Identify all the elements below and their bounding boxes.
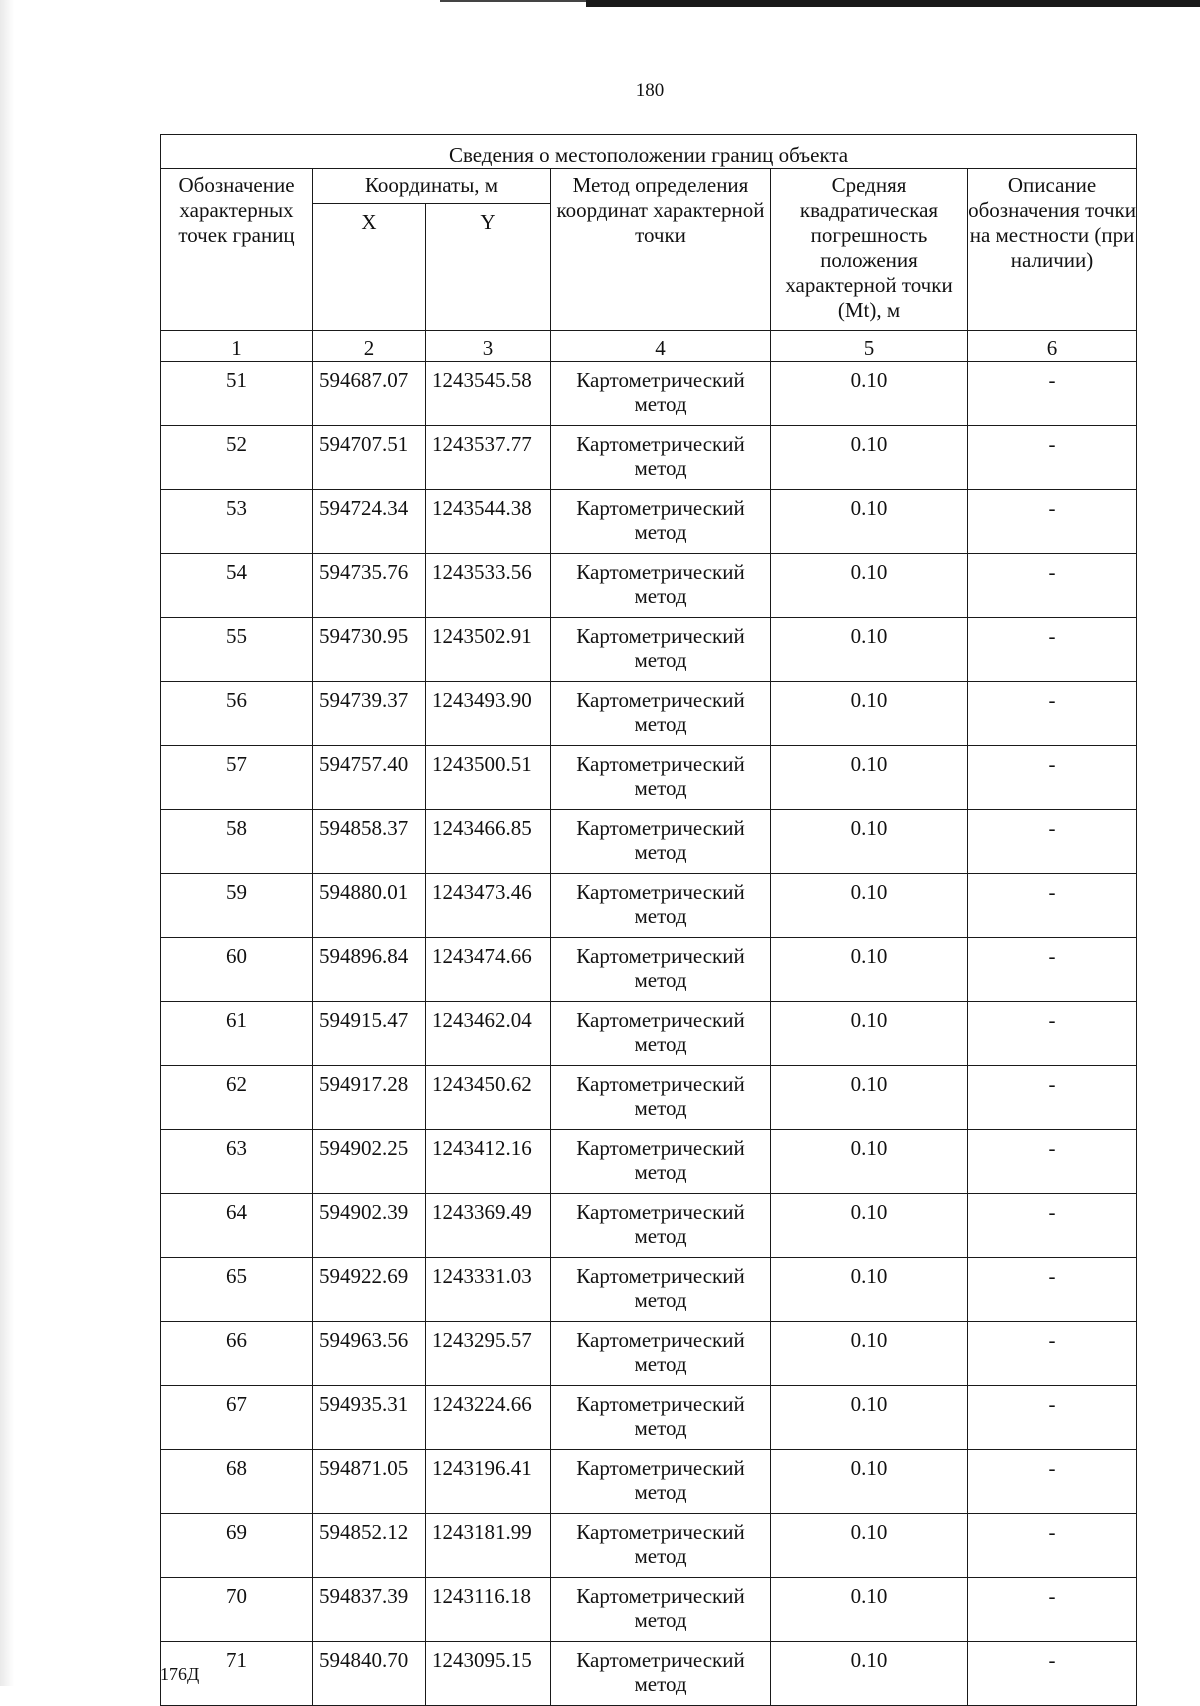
y-coordinate-cell: 1243412.16	[426, 1130, 551, 1194]
x-coordinate-cell: 594922.69	[313, 1258, 426, 1322]
method-cell: Картометрический метод	[551, 1194, 771, 1258]
header-description: Описание обозначения точки на местности (при наличии)	[968, 169, 1137, 331]
description-cell: -	[968, 1002, 1137, 1066]
table-row	[161, 362, 1137, 426]
table-row	[161, 426, 1137, 490]
point-cell: 59	[161, 874, 313, 938]
y-coordinate-cell: 1243493.90	[426, 682, 551, 746]
description-cell: -	[968, 1066, 1137, 1130]
x-coordinate-cell: 594963.56	[313, 1322, 426, 1386]
method-cell: Картометрический метод	[551, 490, 771, 554]
point-cell: 66	[161, 1322, 313, 1386]
header-method: Метод определения координат характерной точки	[551, 169, 771, 331]
y-coordinate-cell: 1243181.99	[426, 1514, 551, 1578]
accuracy-cell: 0.10	[771, 1642, 968, 1706]
description-cell: -	[968, 1322, 1137, 1386]
accuracy-cell: 0.10	[771, 554, 968, 618]
x-coordinate-cell: 594757.40	[313, 746, 426, 810]
accuracy-cell: 0.10	[771, 618, 968, 682]
column-number: 5	[771, 331, 968, 362]
y-coordinate-cell: 1243116.18	[426, 1578, 551, 1642]
table-row	[161, 1002, 1137, 1066]
point-cell: 67	[161, 1386, 313, 1450]
table-row	[161, 874, 1137, 938]
column-number: 1	[161, 331, 313, 362]
x-coordinate-cell: 594837.39	[313, 1578, 426, 1642]
method-cell: Картометрический метод	[551, 1386, 771, 1450]
scan-edge	[0, 0, 14, 1686]
footer-code: 176Д	[160, 1664, 200, 1684]
description-cell: -	[968, 1194, 1137, 1258]
page-number: 180	[635, 80, 665, 101]
point-cell: 52	[161, 426, 313, 490]
x-coordinate-cell: 594724.34	[313, 490, 426, 554]
y-coordinate-cell: 1243369.49	[426, 1194, 551, 1258]
description-cell: -	[968, 874, 1137, 938]
description-cell: -	[968, 554, 1137, 618]
point-cell: 54	[161, 554, 313, 618]
method-cell: Картометрический метод	[551, 1514, 771, 1578]
column-number: 2	[313, 331, 426, 362]
x-coordinate-cell: 594871.05	[313, 1450, 426, 1514]
y-coordinate-cell: 1243474.66	[426, 938, 551, 1002]
accuracy-cell: 0.10	[771, 938, 968, 1002]
x-coordinate-cell: 594935.31	[313, 1386, 426, 1450]
accuracy-cell: 0.10	[771, 490, 968, 554]
table-row	[161, 1066, 1137, 1130]
point-cell: 63	[161, 1130, 313, 1194]
accuracy-cell: 0.10	[771, 1002, 968, 1066]
point-cell: 60	[161, 938, 313, 1002]
point-cell: 62	[161, 1066, 313, 1130]
accuracy-cell: 0.10	[771, 1322, 968, 1386]
accuracy-cell: 0.10	[771, 362, 968, 426]
table-row	[161, 1578, 1137, 1642]
y-coordinate-cell: 1243095.15	[426, 1642, 551, 1706]
method-cell: Картометрический метод	[551, 874, 771, 938]
accuracy-cell: 0.10	[771, 1130, 968, 1194]
description-cell: -	[968, 362, 1137, 426]
point-cell: 58	[161, 810, 313, 874]
table-row	[161, 682, 1137, 746]
table-row	[161, 1514, 1137, 1578]
point-cell: 55	[161, 618, 313, 682]
point-cell: 69	[161, 1514, 313, 1578]
description-cell: -	[968, 426, 1137, 490]
description-cell: -	[968, 490, 1137, 554]
method-cell: Картометрический метод	[551, 618, 771, 682]
x-coordinate-cell: 594739.37	[313, 682, 426, 746]
table-row	[161, 554, 1137, 618]
table-row	[161, 1450, 1137, 1514]
table-title: Сведения о местоположении границ объекта	[161, 135, 1137, 169]
y-coordinate-cell: 1243462.04	[426, 1002, 551, 1066]
table-body	[161, 362, 1137, 1706]
table-row	[161, 746, 1137, 810]
accuracy-cell: 0.10	[771, 810, 968, 874]
y-coordinate-cell: 1243224.66	[426, 1386, 551, 1450]
accuracy-cell: 0.10	[771, 1386, 968, 1450]
description-cell: -	[968, 1514, 1137, 1578]
y-coordinate-cell: 1243533.56	[426, 554, 551, 618]
point-cell: 70	[161, 1578, 313, 1642]
x-coordinate-cell: 594687.07	[313, 362, 426, 426]
x-coordinate-cell: 594917.28	[313, 1066, 426, 1130]
table-row	[161, 1642, 1137, 1706]
table-row	[161, 618, 1137, 682]
header-x: X	[313, 204, 426, 331]
description-cell: -	[968, 1258, 1137, 1322]
accuracy-cell: 0.10	[771, 682, 968, 746]
description-cell: -	[968, 1578, 1137, 1642]
method-cell: Картометрический метод	[551, 1066, 771, 1130]
point-cell: 61	[161, 1002, 313, 1066]
y-coordinate-cell: 1243295.57	[426, 1322, 551, 1386]
point-cell: 53	[161, 490, 313, 554]
y-coordinate-cell: 1243545.58	[426, 362, 551, 426]
description-cell: -	[968, 618, 1137, 682]
table-row	[161, 1130, 1137, 1194]
point-cell: 51	[161, 362, 313, 426]
accuracy-cell: 0.10	[771, 1258, 968, 1322]
method-cell: Картометрический метод	[551, 1450, 771, 1514]
x-coordinate-cell: 594707.51	[313, 426, 426, 490]
x-coordinate-cell: 594902.39	[313, 1194, 426, 1258]
scan-artifact-bar	[586, 0, 1200, 7]
y-coordinate-cell: 1243537.77	[426, 426, 551, 490]
x-coordinate-cell: 594915.47	[313, 1002, 426, 1066]
column-number: 3	[426, 331, 551, 362]
y-coordinate-cell: 1243500.51	[426, 746, 551, 810]
point-cell: 68	[161, 1450, 313, 1514]
description-cell: -	[968, 810, 1137, 874]
accuracy-cell: 0.10	[771, 1194, 968, 1258]
accuracy-cell: 0.10	[771, 746, 968, 810]
description-cell: -	[968, 1130, 1137, 1194]
y-coordinate-cell: 1243502.91	[426, 618, 551, 682]
x-coordinate-cell: 594735.76	[313, 554, 426, 618]
x-coordinate-cell: 594730.95	[313, 618, 426, 682]
column-number-row	[161, 331, 1137, 362]
method-cell: Картометрический метод	[551, 938, 771, 1002]
table-row	[161, 490, 1137, 554]
x-coordinate-cell: 594852.12	[313, 1514, 426, 1578]
table-row	[161, 1386, 1137, 1450]
x-coordinate-cell: 594858.37	[313, 810, 426, 874]
table-row	[161, 810, 1137, 874]
point-cell: 57	[161, 746, 313, 810]
header-accuracy: Средняя квадратическая погрешность положения характерной точки (Mt), м	[771, 169, 968, 331]
y-coordinate-cell: 1243473.46	[426, 874, 551, 938]
method-cell: Картометрический метод	[551, 1002, 771, 1066]
accuracy-cell: 0.10	[771, 874, 968, 938]
x-coordinate-cell: 594896.84	[313, 938, 426, 1002]
description-cell: -	[968, 938, 1137, 1002]
description-cell: -	[968, 682, 1137, 746]
boundary-coordinates-table	[160, 134, 1137, 1706]
method-cell: Картометрический метод	[551, 554, 771, 618]
x-coordinate-cell: 594902.25	[313, 1130, 426, 1194]
point-cell: 65	[161, 1258, 313, 1322]
method-cell: Картометрический метод	[551, 746, 771, 810]
description-cell: -	[968, 746, 1137, 810]
table-row	[161, 1194, 1137, 1258]
header-point: Обозначение характерных точек границ	[161, 169, 313, 331]
accuracy-cell: 0.10	[771, 1514, 968, 1578]
header-coords: Координаты, м	[313, 169, 551, 204]
method-cell: Картометрический метод	[551, 682, 771, 746]
description-cell: -	[968, 1642, 1137, 1706]
header-y: Y	[426, 204, 551, 331]
y-coordinate-cell: 1243466.85	[426, 810, 551, 874]
y-coordinate-cell: 1243450.62	[426, 1066, 551, 1130]
table-row	[161, 1322, 1137, 1386]
method-cell: Картометрический метод	[551, 1578, 771, 1642]
point-cell: 71	[161, 1642, 313, 1706]
method-cell: Картометрический метод	[551, 1258, 771, 1322]
table-row	[161, 1258, 1137, 1322]
accuracy-cell: 0.10	[771, 426, 968, 490]
column-number: 4	[551, 331, 771, 362]
method-cell: Картометрический метод	[551, 1642, 771, 1706]
x-coordinate-cell: 594840.70	[313, 1642, 426, 1706]
method-cell: Картометрический метод	[551, 1130, 771, 1194]
y-coordinate-cell: 1243196.41	[426, 1450, 551, 1514]
y-coordinate-cell: 1243331.03	[426, 1258, 551, 1322]
accuracy-cell: 0.10	[771, 1450, 968, 1514]
scan-artifact-thin	[440, 0, 586, 2]
method-cell: Картометрический метод	[551, 426, 771, 490]
description-cell: -	[968, 1450, 1137, 1514]
description-cell: -	[968, 1386, 1137, 1450]
point-cell: 64	[161, 1194, 313, 1258]
point-cell: 56	[161, 682, 313, 746]
method-cell: Картометрический метод	[551, 362, 771, 426]
accuracy-cell: 0.10	[771, 1066, 968, 1130]
y-coordinate-cell: 1243544.38	[426, 490, 551, 554]
method-cell: Картометрический метод	[551, 810, 771, 874]
method-cell: Картометрический метод	[551, 1322, 771, 1386]
column-number: 6	[968, 331, 1137, 362]
table-row	[161, 938, 1137, 1002]
x-coordinate-cell: 594880.01	[313, 874, 426, 938]
accuracy-cell: 0.10	[771, 1578, 968, 1642]
